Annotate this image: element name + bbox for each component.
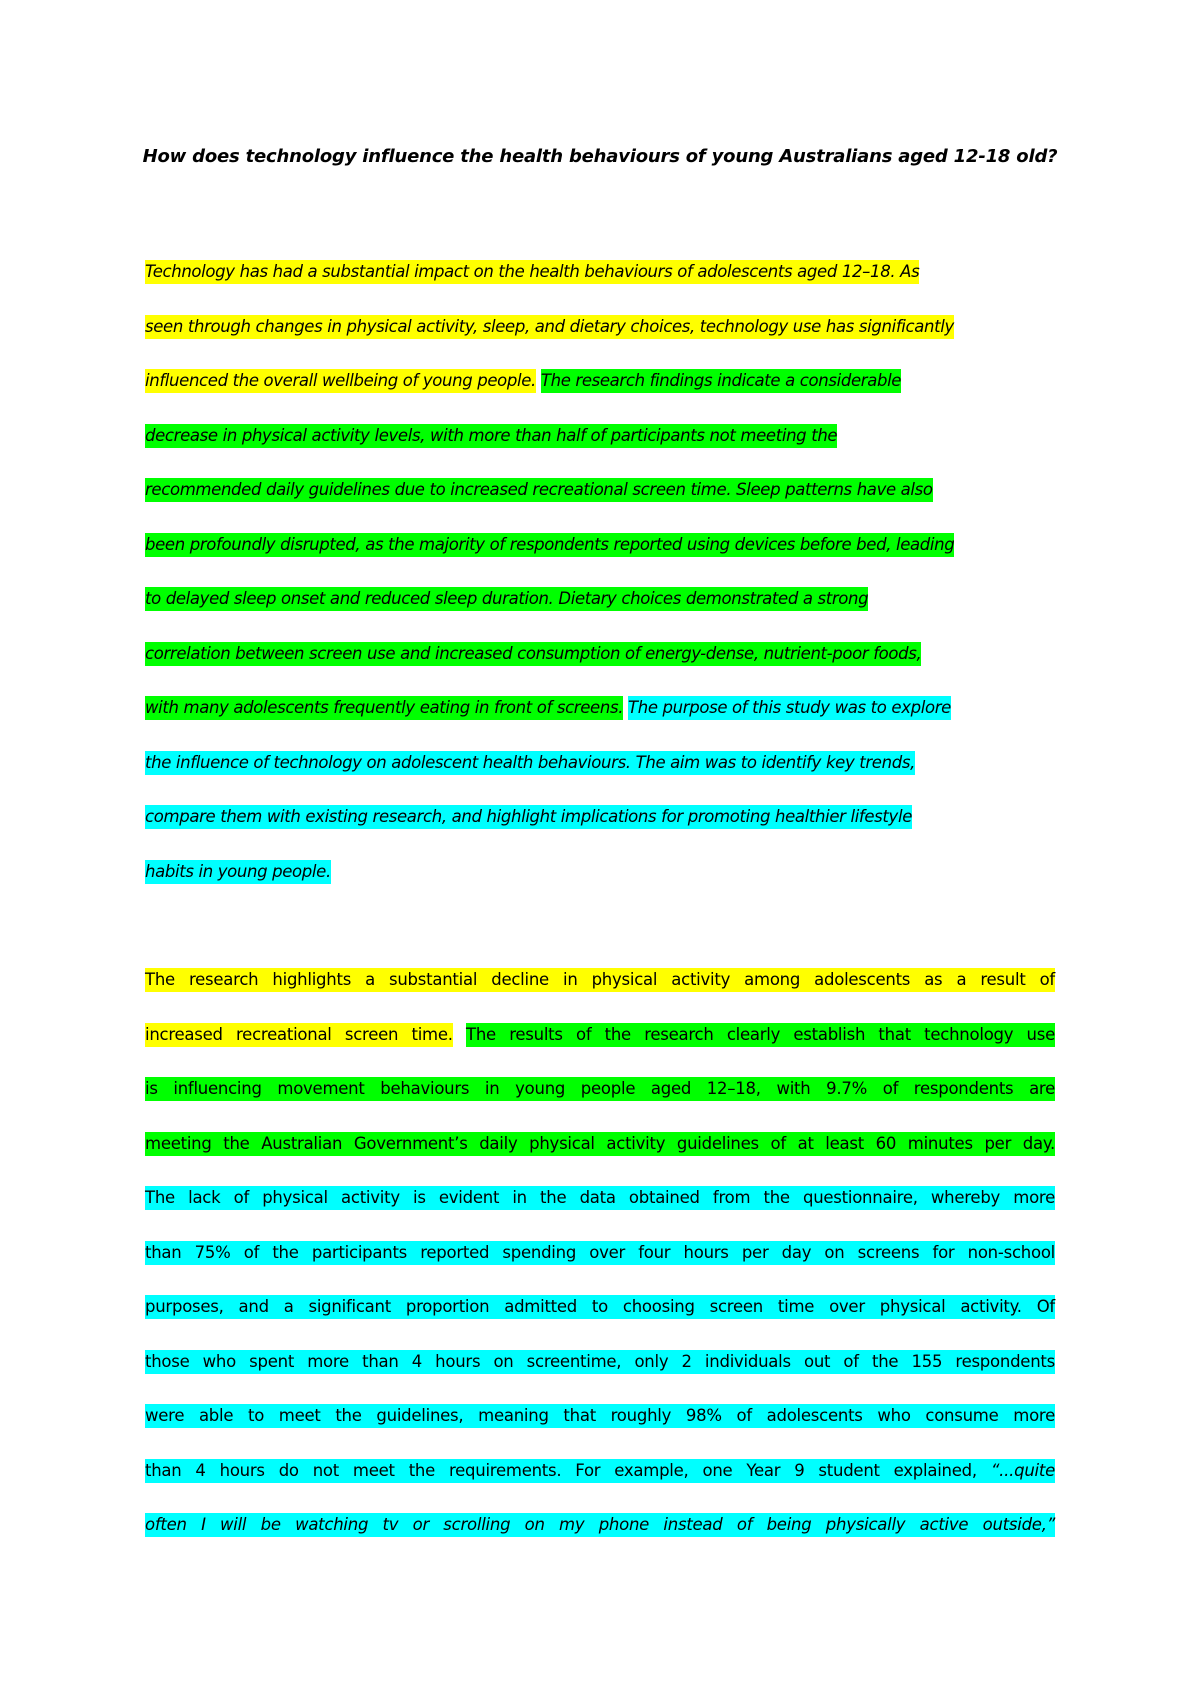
highlight-yellow: seen through changes in physical activity, sleep, and dietary choices, technology use has significantly	[145, 315, 954, 339]
text-line	[145, 640, 1055, 667]
highlight-cyan: than 4 hours do not meet the requirements. For example, one Year 9 student explained,	[145, 1459, 991, 1483]
highlight-yellow: increased recreational screen time.	[145, 1023, 453, 1047]
highlight-yellow: The research highlights a substantial decline in physical activity among adolescents as a result of	[145, 968, 1055, 992]
text-line	[145, 1511, 1055, 1538]
text-line	[145, 367, 1055, 394]
highlight-green: The results of the research clearly establish that technology use	[466, 1023, 1055, 1047]
highlight-green: been profoundly disrupted, as the majority of respondents reported using devices before bed, leading	[145, 533, 954, 557]
highlight-cyan: often I will be watching tv or scrolling on my phone instead of being physically active outside,”	[145, 1513, 1055, 1537]
text-line	[145, 694, 1055, 721]
text-line	[145, 1021, 1055, 1048]
highlight-green: to delayed sleep onset and reduced sleep duration. Dietary choices demonstrated a strong	[145, 587, 868, 611]
text-line	[145, 1293, 1055, 1320]
highlight-cyan: the influence of technology on adolescent health behaviours. The aim was to identify key trends,	[145, 751, 915, 775]
highlight-green: meeting the Australian Government’s daily physical activity guidelines of at least 60 minutes per day.	[145, 1132, 1055, 1156]
highlight-green: is influencing movement behaviours in young people aged 12–18, with 9.7% of respondents are	[145, 1077, 1055, 1101]
text-line	[145, 1184, 1055, 1211]
highlight-cyan: than 75% of the participants reported spending over four hours per day on screens for non-school	[145, 1241, 1055, 1265]
highlight-green: correlation between screen use and increased consumption of energy-dense, nutrient-poor foods,	[145, 642, 921, 666]
text-line	[145, 1348, 1055, 1375]
highlight-cyan: The purpose of this study was to explore	[628, 696, 951, 720]
text-line	[145, 531, 1055, 558]
highlight-cyan: habits in young people.	[145, 860, 331, 884]
text-line	[145, 585, 1055, 612]
text-line	[145, 749, 1055, 776]
document-title: How does technology influence the health behaviours of young Australians aged 12-18 old?	[142, 146, 1058, 167]
text-line	[145, 1402, 1055, 1429]
highlight-yellow: influenced the overall wellbeing of young people.	[145, 369, 536, 393]
highlight-cyan: purposes, and a significant proportion admitted to choosing screen time over physical activity. Of	[145, 1295, 1055, 1319]
text-line	[145, 858, 1055, 885]
text-segment	[453, 1023, 466, 1047]
text-line	[145, 803, 1055, 830]
text-line	[145, 1130, 1055, 1157]
highlight-cyan: those who spent more than 4 hours on screentime, only 2 individuals out of the 155 respondents	[145, 1350, 1055, 1374]
highlight-cyan: compare them with existing research, and highlight implications for promoting healthier lifestyle	[145, 805, 912, 829]
text-line	[145, 1239, 1055, 1266]
text-line	[145, 258, 1055, 285]
text-line	[145, 476, 1055, 503]
highlight-cyan: “...quite	[991, 1459, 1055, 1483]
text-line	[145, 1457, 1055, 1484]
highlight-yellow: Technology has had a substantial impact on the health behaviours of adolescents aged 12–18. As	[145, 260, 919, 284]
highlight-green: recommended daily guidelines due to increased recreational screen time. Sleep patterns have also	[145, 478, 933, 502]
highlight-green: decrease in physical activity levels, with more than half of participants not meeting the	[145, 424, 837, 448]
text-line	[145, 1075, 1055, 1102]
text-line	[145, 966, 1055, 993]
highlight-cyan: The lack of physical activity is evident in the data obtained from the questionnaire, whereby more	[145, 1186, 1055, 1210]
highlight-green: The research findings indicate a considerable	[541, 369, 901, 393]
text-line	[145, 422, 1055, 449]
highlight-green: with many adolescents frequently eating in front of screens.	[145, 696, 623, 720]
text-line	[145, 313, 1055, 340]
highlight-cyan: were able to meet the guidelines, meaning that roughly 98% of adolescents who consume more	[145, 1404, 1055, 1428]
